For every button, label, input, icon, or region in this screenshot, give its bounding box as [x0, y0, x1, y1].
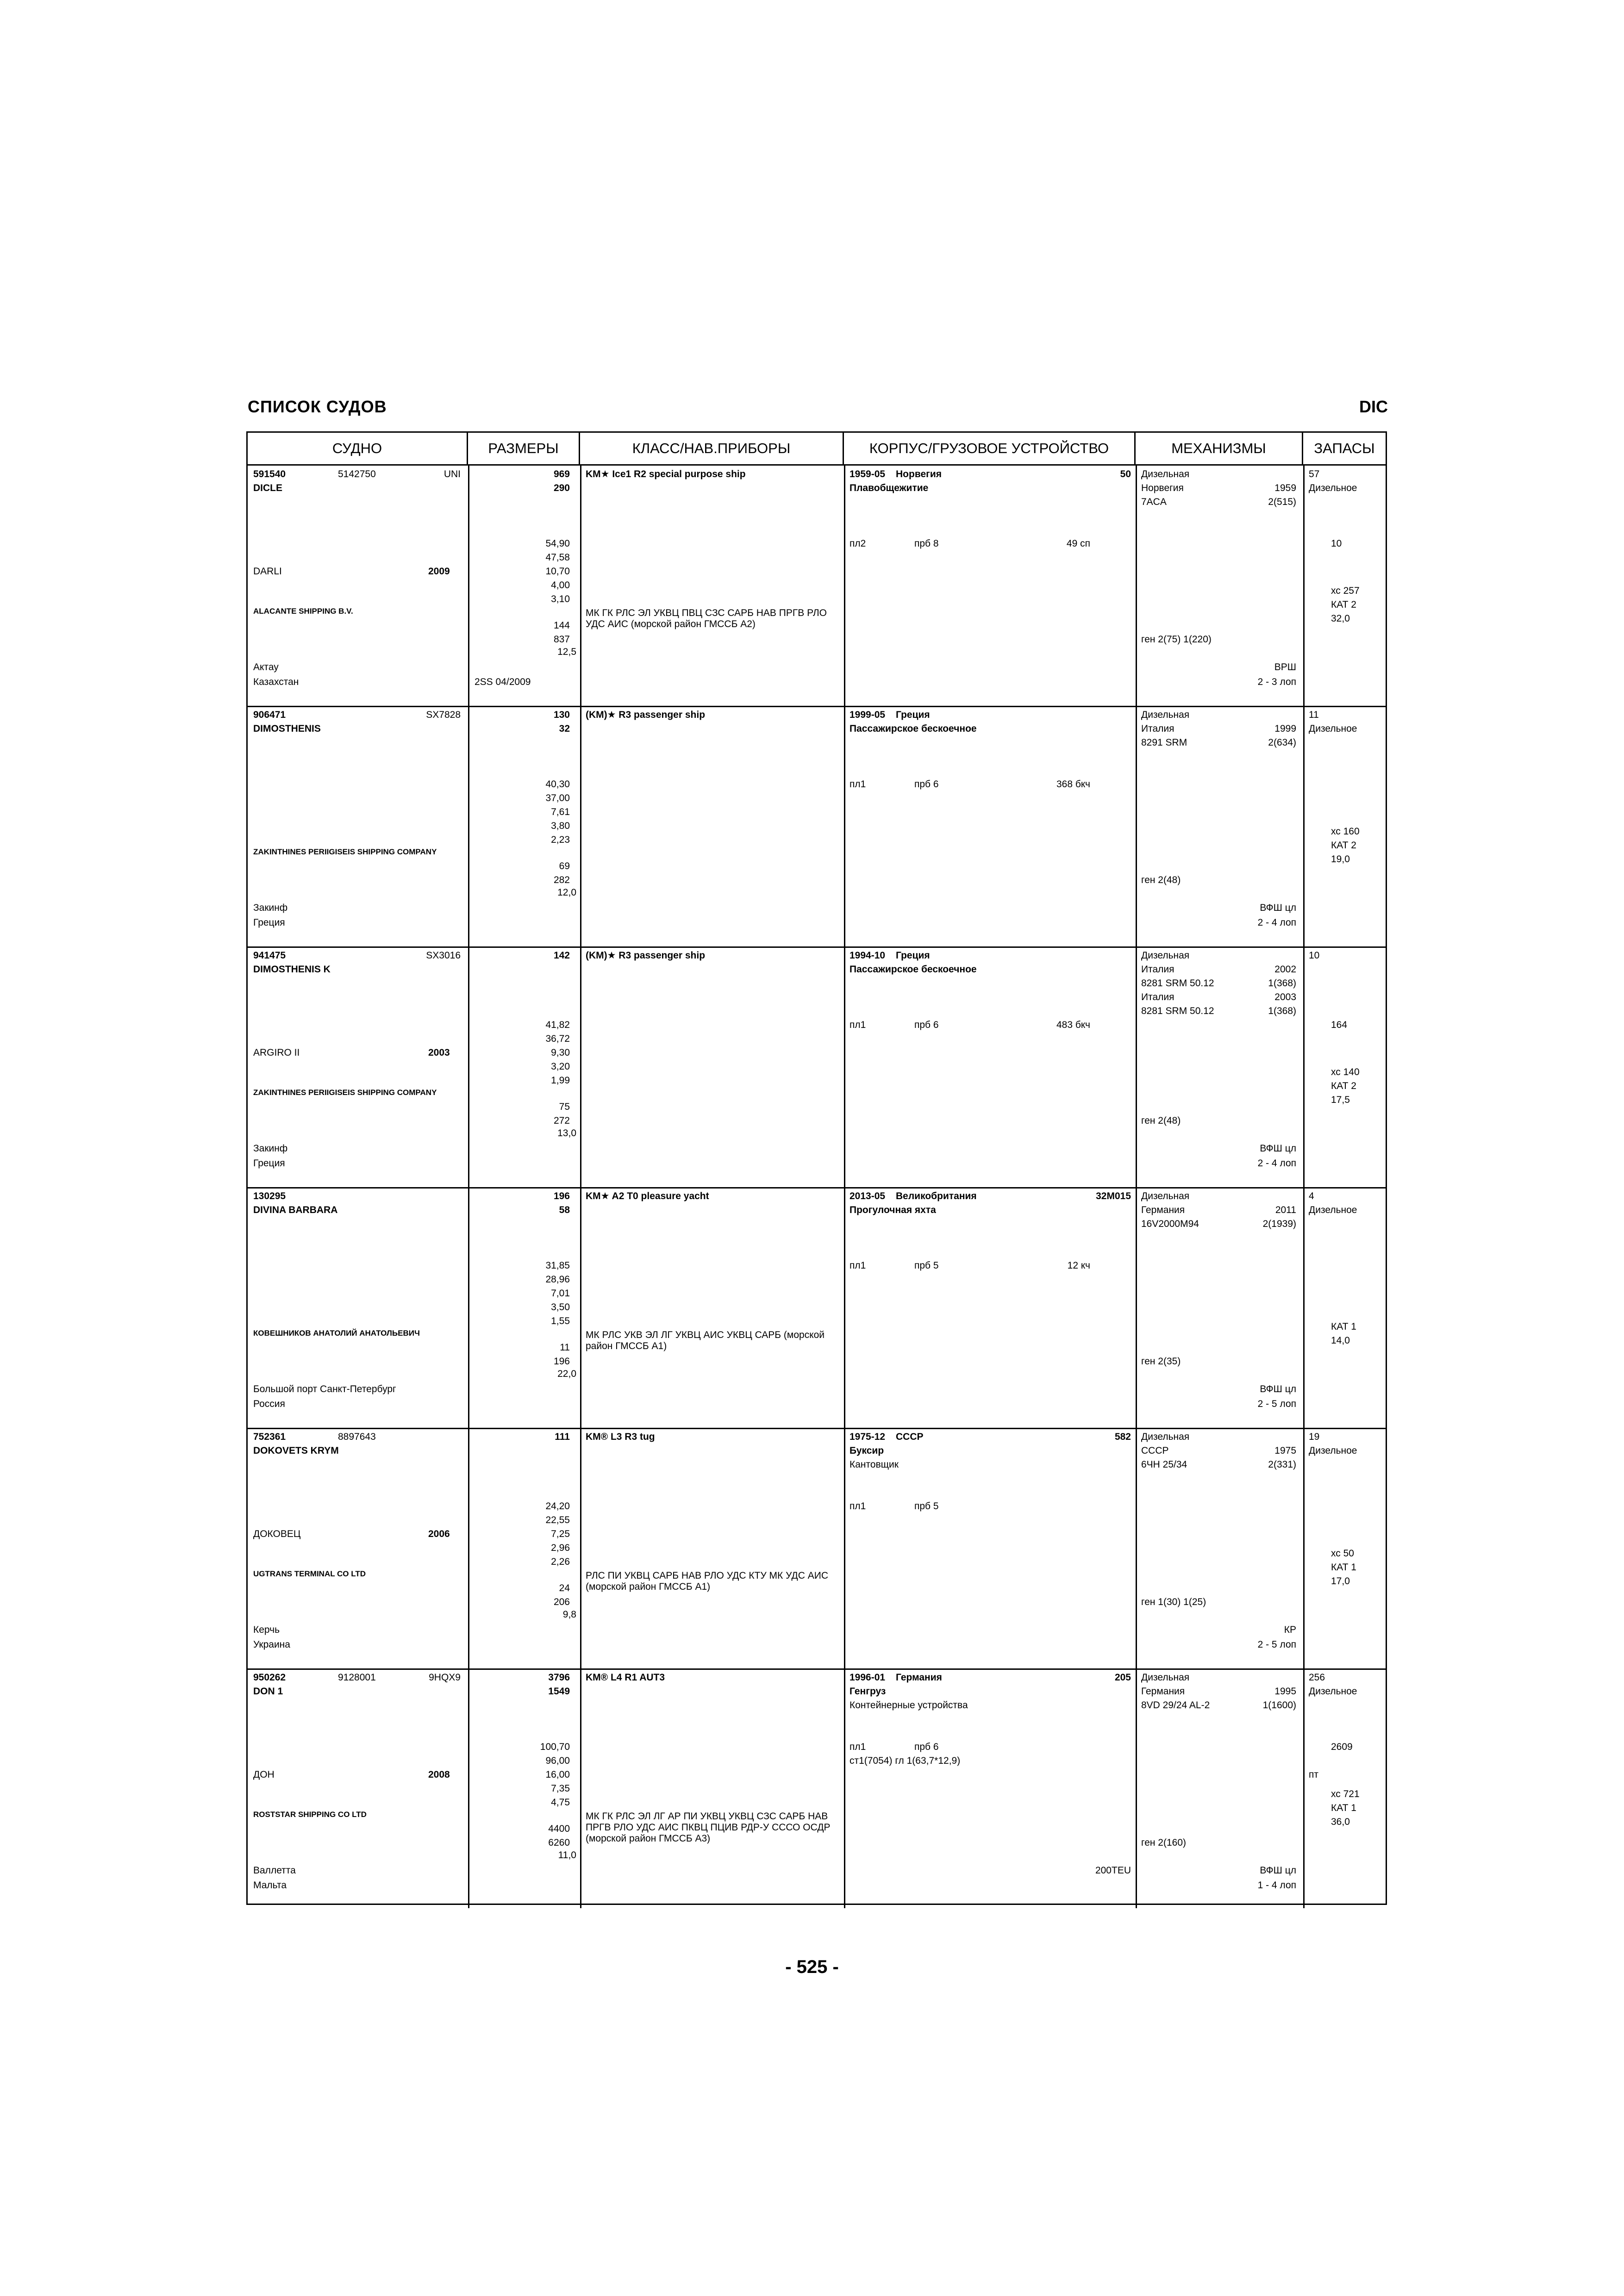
- dimension-value: 100,70: [540, 1742, 570, 1752]
- ship-imo: 9128001: [338, 1672, 376, 1683]
- engine-detail: Италия: [1141, 964, 1174, 975]
- engine-type: Дизельная: [1141, 950, 1190, 961]
- record-divider: [248, 1428, 1386, 1429]
- ship-former-name: ДОКОВЕЦ: [253, 1529, 301, 1539]
- supplies-fuel-type: Дизельное: [1309, 483, 1357, 493]
- hull-decks: пл1: [849, 1260, 866, 1271]
- record-divider: [248, 1187, 1386, 1188]
- supplies-top: 10: [1309, 950, 1320, 961]
- engine-value: 1(368): [1268, 1006, 1296, 1016]
- capacity-value: 206: [553, 1597, 570, 1607]
- supplies-value: КАТ 2: [1331, 599, 1356, 610]
- hull-build-country: СССР: [896, 1431, 924, 1442]
- hull-yard-number: 32M015: [1096, 1191, 1131, 1201]
- ship-record: [248, 465, 1386, 706]
- propeller: ВФШ цл: [1260, 1865, 1296, 1876]
- engine-value: 2(634): [1268, 737, 1296, 748]
- supplies-value: хс 721: [1331, 1789, 1360, 1799]
- dimension-value: 47,58: [545, 552, 570, 563]
- hull-build-country: Германия: [896, 1672, 942, 1683]
- engine-detail: СССР: [1141, 1445, 1169, 1456]
- hull-build-country: Греция: [896, 950, 930, 961]
- supplies-value: хс 257: [1331, 585, 1360, 596]
- supplies-top: 19: [1309, 1431, 1320, 1442]
- ship-port: Керчь: [253, 1624, 280, 1635]
- engine-detail: 8281 SRM 50.12: [1141, 978, 1214, 989]
- class-notation: KM® L4 R1 AUT3: [586, 1672, 665, 1683]
- ship-record: [248, 1187, 1386, 1428]
- engine-type: Дизельная: [1141, 1431, 1190, 1442]
- column-divider: [580, 1427, 581, 1668]
- supplies-value: хс 140: [1331, 1067, 1360, 1077]
- engine-type: Дизельная: [1141, 1672, 1190, 1683]
- ship-reg-number: 906471: [253, 709, 286, 720]
- ship-former-name: DARLI: [253, 566, 282, 577]
- engine-value: 2(1939): [1262, 1219, 1296, 1229]
- dimension-value: 9,30: [551, 1047, 570, 1058]
- dimension-value: 3,50: [551, 1302, 570, 1313]
- hull-build-date: 2013-05: [849, 1191, 886, 1201]
- engine-detail: 8VD 29/24 AL-2: [1141, 1700, 1210, 1711]
- capacity-value: 6260: [548, 1837, 570, 1848]
- column-divider: [580, 464, 581, 705]
- ship-owner: КОВЕШНИКОВ АНАТОЛИЙ АНАТОЛЬЕВИЧ: [253, 1329, 420, 1338]
- engine-value: 1(1600): [1262, 1700, 1296, 1711]
- supplies-fuel-type: Дизельное: [1309, 1205, 1357, 1215]
- ship-owner: ZAKINTHINES PERIIGISEIS SHIPPING COMPANY: [253, 1088, 437, 1097]
- capacity-value: 75: [559, 1101, 570, 1112]
- dimension-value: 22,55: [545, 1515, 570, 1525]
- engine-detail: Италия: [1141, 992, 1174, 1002]
- nav-equipment: МК ГК РЛС ЭЛ ЛГ АР ПИ УКВЦ УКВЦ СЗС САРБ НАВ ПРГВ РЛО УДС АИС ПКВЦ ПЦИВ РДР-У СССО ОСДР (морской район ГМССБ А3): [586, 1811, 831, 1844]
- ship-name: DIMOSTHENIS: [253, 723, 321, 734]
- engine-type: Дизельная: [1141, 469, 1190, 479]
- record-divider: [248, 946, 1386, 948]
- speed-value: 22,0: [557, 1369, 576, 1379]
- gross-tonnage: 3796: [548, 1672, 570, 1683]
- generators: ген 2(75) 1(220): [1141, 634, 1212, 645]
- supplies-fuel-type: Дизельное: [1309, 1686, 1357, 1697]
- supplies-fuel-type: Дизельное: [1309, 1445, 1357, 1456]
- engine-detail: 7ACA: [1141, 497, 1167, 507]
- engine-detail: Германия: [1141, 1686, 1185, 1697]
- ship-country: Греция: [253, 1158, 285, 1169]
- hull-capacity: 12 кч: [1067, 1260, 1090, 1271]
- column-header-dimensions: РАЗМЕРЫ: [468, 433, 580, 464]
- generators: ген 2(35): [1141, 1356, 1181, 1367]
- engine-detail: 8281 SRM 50.12: [1141, 1006, 1214, 1016]
- supplies-fuel: 164: [1331, 1020, 1348, 1030]
- ship-record: [248, 1428, 1386, 1668]
- engine-detail: 8291 SRM: [1141, 737, 1187, 748]
- column-divider: [1136, 1668, 1137, 1908]
- hull-yard-number: 582: [1114, 1431, 1131, 1442]
- dimension-value: 10,70: [545, 566, 570, 577]
- hull-build-date: 1959-05: [849, 469, 886, 479]
- column-divider: [844, 705, 845, 946]
- dimension-value: 7,61: [551, 807, 570, 817]
- hull-decks: пл2: [849, 538, 866, 549]
- dimension-value: 4,75: [551, 1797, 570, 1808]
- ship-port: Закинф: [253, 1143, 288, 1154]
- column-divider: [844, 464, 845, 705]
- ship-owner: UGTRANS TERMINAL CO LTD: [253, 1569, 366, 1578]
- engine-value: 2011: [1275, 1205, 1296, 1215]
- dimension-value: 54,90: [545, 538, 570, 549]
- engine-detail: Германия: [1141, 1205, 1185, 1215]
- engine-value: 1959: [1274, 483, 1296, 493]
- ship-reg-number: 950262: [253, 1672, 286, 1683]
- ship-name: DOKOVETS KRYM: [253, 1445, 339, 1456]
- propeller-blades: 2 - 5 лоп: [1257, 1639, 1296, 1650]
- engine-value: 1(368): [1268, 978, 1296, 989]
- gross-tonnage: 142: [553, 950, 570, 961]
- capacity-value: 69: [559, 861, 570, 871]
- capacity-value: 196: [553, 1356, 570, 1367]
- engine-detail: Италия: [1141, 723, 1174, 734]
- hull-bulkheads: прб 6: [914, 1742, 939, 1752]
- column-divider: [1303, 1186, 1305, 1427]
- column-divider: [1136, 1427, 1137, 1668]
- dimension-value: 41,82: [545, 1020, 570, 1030]
- ship-name: DON 1: [253, 1686, 283, 1697]
- capacity-value: 24: [559, 1583, 570, 1593]
- hull-capacity: 368 бкч: [1056, 779, 1090, 790]
- ship-port: Актау: [253, 662, 279, 672]
- supplies-top: 11: [1309, 709, 1319, 720]
- hull-yard-number: 50: [1120, 469, 1131, 479]
- propeller-blades: 2 - 4 лоп: [1257, 1158, 1296, 1169]
- ship-port: Большой порт Санкт-Петербург: [253, 1384, 396, 1394]
- net-tonnage: 290: [553, 483, 570, 493]
- propeller: ВФШ цл: [1260, 1384, 1296, 1394]
- speed-value: 11,0: [558, 1850, 576, 1860]
- engine-value: 2003: [1274, 992, 1296, 1002]
- dimension-value: 3,80: [551, 821, 570, 831]
- engine-detail: 16V2000M94: [1141, 1219, 1199, 1229]
- ship-record: [248, 1668, 1386, 1909]
- engine-value: 2(515): [1268, 497, 1296, 507]
- dimension-value: 16,00: [545, 1769, 570, 1780]
- hull-decks: пл1: [849, 1501, 866, 1512]
- hull-type: Буксир: [849, 1445, 884, 1456]
- dimension-value: 7,35: [551, 1783, 570, 1794]
- capacity-value: 4400: [548, 1823, 570, 1834]
- ship-owner: ALACANTE SHIPPING B.V.: [253, 607, 353, 616]
- record-divider: [248, 706, 1386, 707]
- supplies-fuel: 10: [1331, 538, 1342, 549]
- propeller: ВФШ цл: [1260, 902, 1296, 913]
- capacity-value: 837: [553, 634, 570, 645]
- column-divider: [580, 1668, 581, 1908]
- class-notation: KM® L3 R3 tug: [586, 1431, 655, 1442]
- supplies-value: КАТ 2: [1331, 1081, 1356, 1091]
- supplies-top: 57: [1309, 469, 1320, 479]
- ship-reg-number: 591540: [253, 469, 286, 479]
- hull-build-date: 1975-12: [849, 1431, 886, 1442]
- supplies-fuel: 2609: [1331, 1742, 1353, 1752]
- engine-detail: 6ЧН 25/34: [1141, 1459, 1187, 1470]
- hull-decks: пл1: [849, 1742, 866, 1752]
- ship-former-name: ДОН: [253, 1769, 275, 1780]
- ship-register-table: [246, 431, 1387, 1905]
- supplies-value: КАТ 1: [1331, 1803, 1356, 1813]
- net-tonnage: 32: [559, 723, 570, 734]
- dimension-value: 24,20: [545, 1501, 570, 1512]
- hull-capacity: 483 бкч: [1056, 1020, 1090, 1030]
- supplies-value: 17,5: [1331, 1095, 1350, 1105]
- engine-type: Дизельная: [1141, 1191, 1190, 1201]
- hull-bulkheads: прб 8: [914, 538, 939, 549]
- dimension-value: 1,99: [551, 1075, 570, 1086]
- capacity-value: 272: [553, 1115, 570, 1126]
- ship-reg-number: 752361: [253, 1431, 286, 1442]
- hull-decks: пл1: [849, 779, 866, 790]
- dimension-value: 36,72: [545, 1033, 570, 1044]
- column-header-class: КЛАСС/НАВ.ПРИБОРЫ: [580, 433, 844, 464]
- dimension-value: 3,10: [551, 594, 570, 604]
- dimension-value: 3,20: [551, 1061, 570, 1072]
- engine-value: 1995: [1274, 1686, 1296, 1697]
- dimension-value: 96,00: [545, 1755, 570, 1766]
- net-tonnage: 1549: [548, 1686, 570, 1697]
- gross-tonnage: 130: [553, 709, 570, 720]
- column-header-machinery: МЕХАНИЗМЫ: [1136, 433, 1303, 464]
- engine-value: 1975: [1274, 1445, 1296, 1456]
- supplies-top: 4: [1309, 1191, 1314, 1201]
- engine-value: 2002: [1274, 964, 1296, 975]
- nav-equipment: МК РЛС УКВ ЭЛ ЛГ УКВЦ АИС УКВЦ САРБ (морской район ГМССБ А1): [586, 1330, 825, 1351]
- supplies-value: КАТ 2: [1331, 840, 1356, 851]
- supplies-fuel-type: Дизельное: [1309, 723, 1357, 734]
- column-header-hull: КОРПУС/ГРУЗОВОЕ УСТРОЙСТВО: [844, 433, 1136, 464]
- dimension-value: 40,30: [545, 779, 570, 790]
- ship-former-name: ARGIRO II: [253, 1047, 300, 1058]
- ship-former-year: 2009: [428, 566, 450, 577]
- hull-bulkheads: прб 5: [914, 1501, 939, 1512]
- dimension-value: 2,96: [551, 1543, 570, 1553]
- page-header-title: СПИСОК СУДОВ: [248, 397, 387, 416]
- hull-bulkheads: прб 6: [914, 1020, 939, 1030]
- ship-imo: 8897643: [338, 1431, 376, 1442]
- hull-type: Генгруз: [849, 1686, 886, 1697]
- container-capacity: 200TEU: [1095, 1865, 1131, 1876]
- ship-callsign: SX7828: [426, 709, 461, 720]
- column-divider: [1136, 705, 1137, 946]
- supplies-value: 14,0: [1331, 1335, 1350, 1346]
- nav-equipment: МК ГК РЛС ЭЛ УКВЦ ПВЦ СЗС САРБ НАВ ПРГВ РЛО УДС АИС (морской район ГМССБ А2): [586, 608, 827, 629]
- capacity-value: 282: [553, 875, 570, 885]
- engine-type: Дизельная: [1141, 709, 1190, 720]
- supplies-value: хс 160: [1331, 826, 1360, 837]
- ship-port: Валлетта: [253, 1865, 296, 1876]
- hull-yard-number: 205: [1114, 1672, 1131, 1683]
- ship-name: DICLE: [253, 483, 282, 493]
- engine-value: 2(331): [1268, 1459, 1296, 1470]
- generators: ген 2(48): [1141, 875, 1181, 885]
- ship-former-year: 2008: [428, 1769, 450, 1780]
- ship-owner: ROSTSTAR SHIPPING CO LTD: [253, 1810, 367, 1819]
- column-divider: [580, 946, 581, 1186]
- generators: ген 1(30) 1(25): [1141, 1597, 1206, 1607]
- column-header-ship: СУДНО: [248, 433, 468, 464]
- hull-capacity: 49 сп: [1066, 538, 1090, 549]
- column-divider: [580, 1186, 581, 1427]
- capacity-value: 11: [560, 1342, 570, 1353]
- column-divider: [1303, 464, 1305, 705]
- ship-reg-number: 130295: [253, 1191, 286, 1201]
- column-divider: [1136, 464, 1137, 705]
- hull-build-country: Норвегия: [896, 469, 942, 479]
- hull-type-secondary: Кантовщик: [849, 1459, 899, 1470]
- supplies-value: КАТ 1: [1331, 1562, 1356, 1573]
- hull-build-date: 1996-01: [849, 1672, 886, 1683]
- column-header-supplies: ЗАПАСЫ: [1314, 440, 1375, 456]
- hull-build-date: 1999-05: [849, 709, 886, 720]
- hull-decks: пл1: [849, 1020, 866, 1030]
- speed-value: 13,0: [557, 1128, 576, 1139]
- ship-record: [248, 706, 1386, 946]
- hull-build-date: 1994-10: [849, 950, 886, 961]
- ship-owner: ZAKINTHINES PERIIGISEIS SHIPPING COMPANY: [253, 847, 437, 856]
- supplies-value: хс 50: [1331, 1548, 1354, 1559]
- propeller-blades: 1 - 4 лоп: [1257, 1880, 1296, 1891]
- class-notation: (KM)★ R3 passenger ship: [586, 709, 706, 720]
- propeller-blades: 2 - 3 лоп: [1257, 677, 1296, 687]
- class-notation: (KM)★ R3 passenger ship: [586, 950, 706, 961]
- gross-tonnage: 196: [553, 1191, 570, 1201]
- generators: ген 2(160): [1141, 1837, 1187, 1848]
- propeller: ВРШ: [1274, 662, 1296, 672]
- page-number: - 525 -: [785, 1957, 839, 1977]
- propeller-blades: 2 - 4 лоп: [1257, 917, 1296, 928]
- speed-value: 9,8: [562, 1609, 576, 1620]
- propeller: КР: [1284, 1624, 1296, 1635]
- ship-record: [248, 946, 1386, 1187]
- class-notation: KM★ A2 T0 pleasure yacht: [586, 1191, 709, 1201]
- engine-detail: Норвегия: [1141, 483, 1184, 493]
- record-divider: [248, 1668, 1386, 1670]
- column-divider: [1136, 1186, 1137, 1427]
- nav-equipment: РЛС ПИ УКВЦ САРБ НАВ РЛО УДС КТУ МК УДС АИС (морской район ГМССБ А1): [586, 1570, 829, 1592]
- dimension-value: 7,01: [551, 1288, 570, 1299]
- dimension-value: 7,25: [551, 1529, 570, 1539]
- column-divider: [1303, 1668, 1305, 1908]
- propeller-blades: 2 - 5 лоп: [1257, 1399, 1296, 1409]
- hull-build-country: Великобритания: [896, 1191, 977, 1201]
- gross-tonnage: 111: [555, 1431, 570, 1442]
- column-divider: [580, 705, 581, 946]
- propeller: ВФШ цл: [1260, 1143, 1296, 1154]
- column-divider: [844, 1668, 845, 1908]
- dimension-value: 4,00: [551, 580, 570, 591]
- hull-type: Пассажирское бескоечное: [849, 723, 977, 734]
- column-divider: [1136, 946, 1137, 1186]
- column-divider: [1303, 1427, 1305, 1668]
- dimension-value: 1,55: [551, 1316, 570, 1326]
- ship-country: Казахстан: [253, 677, 299, 687]
- engine-value: 1999: [1274, 723, 1296, 734]
- column-divider: [844, 946, 845, 1186]
- ship-port: Закинф: [253, 902, 288, 913]
- column-divider: [1303, 946, 1305, 1186]
- hull-build-country: Греция: [896, 709, 930, 720]
- ship-former-year: 2006: [428, 1529, 450, 1539]
- speed-value: 12,5: [557, 647, 576, 657]
- gross-tonnage: 969: [553, 469, 570, 479]
- ship-former-year: 2003: [428, 1047, 450, 1058]
- ship-callsign: UNI: [443, 469, 461, 479]
- dimension-value: 2,26: [551, 1556, 570, 1567]
- ship-country: Украина: [253, 1639, 290, 1650]
- hull-type: Прогулочная яхта: [849, 1205, 936, 1215]
- net-tonnage: 58: [559, 1205, 570, 1215]
- supplies-value: 17,0: [1331, 1576, 1350, 1587]
- ship-name: DIVINA BARBARA: [253, 1205, 338, 1215]
- dimension-value: 37,00: [545, 793, 570, 803]
- supplies-value: 32,0: [1331, 613, 1350, 624]
- ship-reg-number: 941475: [253, 950, 286, 961]
- supplies-value: 19,0: [1331, 854, 1350, 865]
- ship-country: Греция: [253, 917, 285, 928]
- dimension-value: 31,85: [545, 1260, 570, 1271]
- hull-bulkheads: прб 5: [914, 1260, 939, 1271]
- ship-imo: 5142750: [338, 469, 376, 479]
- dimension-value: 2,23: [551, 834, 570, 845]
- cargo-gear: ст1(7054) гл 1(63,7*12,9): [849, 1755, 961, 1766]
- ship-callsign: 9HQX9: [429, 1672, 461, 1683]
- ship-name: DIMOSTHENIS K: [253, 964, 331, 975]
- ship-country: Мальта: [253, 1880, 287, 1891]
- supplies-value: 36,0: [1331, 1817, 1350, 1827]
- hull-type: Плавобщежитие: [849, 483, 929, 493]
- speed-value: 12,0: [557, 887, 576, 898]
- ship-country: Россия: [253, 1399, 285, 1409]
- generators: ген 2(48): [1141, 1115, 1181, 1126]
- class-notation: KM★ Ice1 R2 special purpose ship: [586, 469, 746, 479]
- hull-type: Пассажирское бескоечное: [849, 964, 977, 975]
- supplies-value: КАТ 1: [1331, 1321, 1356, 1332]
- hull-bulkheads: прб 6: [914, 779, 939, 790]
- dimension-value: 28,96: [545, 1274, 570, 1285]
- supplies-top: 256: [1309, 1672, 1325, 1683]
- column-divider: [1303, 705, 1305, 946]
- supplies-extra: пт: [1309, 1769, 1318, 1780]
- ship-callsign: SX3016: [426, 950, 461, 961]
- column-divider: [844, 1427, 845, 1668]
- survey-date: 2SS 04/2009: [475, 677, 531, 687]
- page-header-code: DIC: [1359, 397, 1388, 416]
- hull-type-secondary: Контейнерные устройства: [849, 1700, 968, 1711]
- capacity-value: 144: [553, 620, 570, 631]
- column-divider: [844, 1186, 845, 1427]
